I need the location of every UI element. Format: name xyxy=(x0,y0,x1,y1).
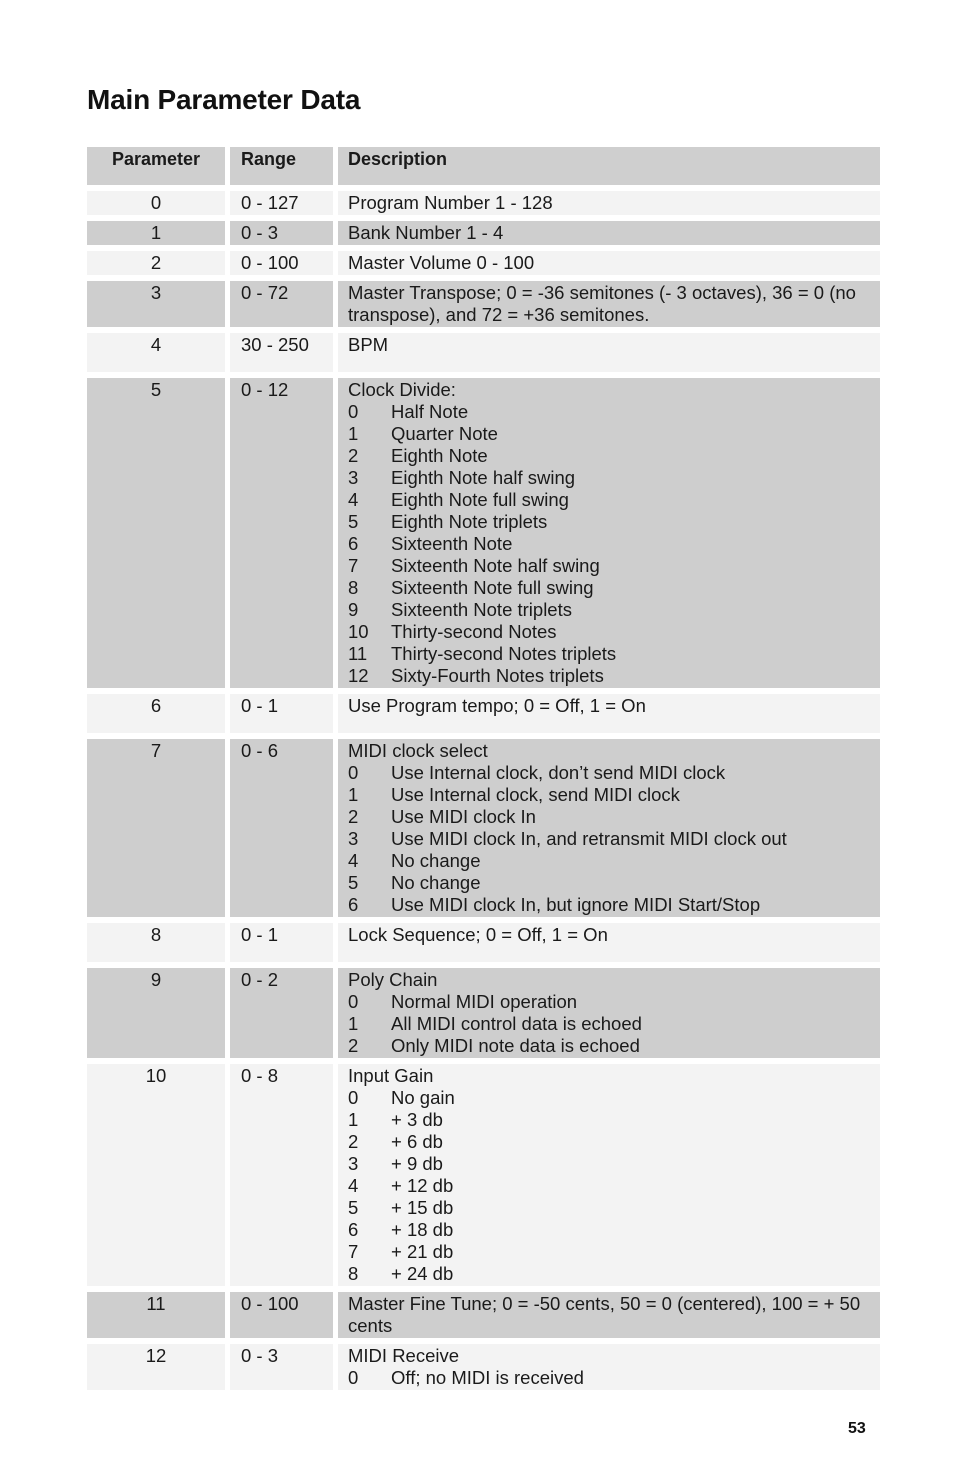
parameter-table xyxy=(87,141,880,1396)
option-value: 1 xyxy=(348,1109,359,1130)
description-cell xyxy=(338,281,880,327)
description-text: Master Transpose; 0 = -36 semitones (- 3 octaves), 36 = 0 (no transpose), and 72 = +36 semitones. xyxy=(348,282,856,325)
option-label: Thirty-second Notes xyxy=(391,621,557,642)
option-value: 3 xyxy=(348,828,359,849)
description-text: MIDI clock select xyxy=(348,740,488,761)
option-value: 12 xyxy=(348,665,369,686)
option-value: 0 xyxy=(348,991,359,1012)
table-row xyxy=(87,1064,880,1286)
range-cell: 0 - 100 xyxy=(230,251,333,275)
description-text: Bank Number 1 - 4 xyxy=(348,222,504,243)
option-value: 4 xyxy=(348,1175,359,1196)
range-cell: 0 - 3 xyxy=(230,1344,333,1390)
table-row xyxy=(87,694,880,733)
option-label: + 6 db xyxy=(391,1131,443,1152)
option-label: + 12 db xyxy=(391,1175,454,1196)
page-number: 53 xyxy=(848,1420,866,1437)
option-label: Normal MIDI operation xyxy=(391,991,578,1012)
option-label: Eighth Note triplets xyxy=(391,511,548,532)
option-label: Eighth Note half swing xyxy=(391,467,576,488)
header-parameter: Parameter xyxy=(87,147,225,185)
option-line xyxy=(348,1219,870,1241)
option-line xyxy=(348,1035,870,1057)
option-label: + 15 db xyxy=(391,1197,454,1218)
option-line xyxy=(348,1131,870,1153)
option-line xyxy=(348,1367,870,1389)
option-value: 10 xyxy=(348,621,369,642)
option-label: + 9 db xyxy=(391,1153,443,1174)
option-label: Half Note xyxy=(391,401,469,422)
table-row xyxy=(87,923,880,962)
option-label: Sixteenth Note triplets xyxy=(391,599,572,620)
page-title: Main Parameter Data xyxy=(87,84,361,115)
option-value: 0 xyxy=(348,1367,359,1388)
range-cell: 0 - 127 xyxy=(230,191,333,215)
option-line xyxy=(348,467,870,489)
table-row xyxy=(87,1344,880,1390)
range-cell: 0 - 1 xyxy=(230,694,333,733)
table-body xyxy=(87,191,880,1390)
description-cell xyxy=(338,221,880,245)
parameter-cell: 0 xyxy=(87,191,225,215)
description-cell xyxy=(338,378,880,688)
option-label: No gain xyxy=(391,1087,455,1108)
option-line xyxy=(348,1263,870,1285)
description-cell xyxy=(338,1344,880,1390)
option-line xyxy=(348,894,870,916)
option-line xyxy=(348,1153,870,1175)
option-value: 9 xyxy=(348,599,359,620)
table-row xyxy=(87,333,880,372)
description-cell xyxy=(338,923,880,962)
option-value: 2 xyxy=(348,806,359,827)
parameter-cell: 11 xyxy=(87,1292,225,1338)
option-line xyxy=(348,533,870,555)
parameter-cell: 7 xyxy=(87,739,225,917)
option-line xyxy=(348,665,870,687)
option-value: 6 xyxy=(348,533,359,554)
parameter-cell: 2 xyxy=(87,251,225,275)
description-text: Lock Sequence; 0 = Off, 1 = On xyxy=(348,924,608,945)
option-value: 5 xyxy=(348,872,359,893)
range-cell: 30 - 250 xyxy=(230,333,333,372)
option-value: 4 xyxy=(348,489,359,510)
option-line xyxy=(348,1241,870,1263)
option-value: 1 xyxy=(348,1013,359,1034)
option-line xyxy=(348,1175,870,1197)
option-line xyxy=(348,828,870,850)
option-line xyxy=(348,1087,870,1109)
range-cell: 0 - 100 xyxy=(230,1292,333,1338)
option-label: Use MIDI clock In, and retransmit MIDI clock out xyxy=(391,828,787,849)
table-row xyxy=(87,1292,880,1338)
option-line xyxy=(348,445,870,467)
option-label: All MIDI control data is echoed xyxy=(391,1013,642,1034)
option-label: + 18 db xyxy=(391,1219,454,1240)
description-cell xyxy=(338,1292,880,1338)
option-value: 0 xyxy=(348,1087,359,1108)
range-cell: 0 - 12 xyxy=(230,378,333,688)
option-value: 4 xyxy=(348,850,359,871)
description-cell xyxy=(338,251,880,275)
parameter-cell: 3 xyxy=(87,281,225,327)
option-line xyxy=(348,577,870,599)
range-cell: 0 - 2 xyxy=(230,968,333,1058)
option-label: Sixty-Fourth Notes triplets xyxy=(391,665,604,686)
option-value: 6 xyxy=(348,894,359,915)
table-header-row xyxy=(87,147,880,185)
description-text: Program Number 1 - 128 xyxy=(348,192,553,213)
parameter-cell: 1 xyxy=(87,221,225,245)
description-cell xyxy=(338,694,880,733)
range-cell: 0 - 6 xyxy=(230,739,333,917)
parameter-cell: 10 xyxy=(87,1064,225,1286)
option-value: 5 xyxy=(348,1197,359,1218)
option-value: 2 xyxy=(348,1035,359,1056)
description-text: Use Program tempo; 0 = Off, 1 = On xyxy=(348,695,646,716)
option-value: 1 xyxy=(348,784,359,805)
parameter-cell: 5 xyxy=(87,378,225,688)
table-row xyxy=(87,378,880,688)
description-cell xyxy=(338,191,880,215)
option-line xyxy=(348,599,870,621)
option-value: 1 xyxy=(348,423,359,444)
option-label: Sixteenth Note half swing xyxy=(391,555,600,576)
parameter-cell: 9 xyxy=(87,968,225,1058)
table-row xyxy=(87,221,880,245)
option-label: Eighth Note full swing xyxy=(391,489,569,510)
header-range: Range xyxy=(230,147,333,185)
parameter-cell: 4 xyxy=(87,333,225,372)
option-line xyxy=(348,991,870,1013)
option-value: 2 xyxy=(348,445,359,466)
header-description: Description xyxy=(338,147,880,185)
table-row xyxy=(87,281,880,327)
option-line xyxy=(348,872,870,894)
table-row xyxy=(87,739,880,917)
option-value: 7 xyxy=(348,555,359,576)
option-label: + 3 db xyxy=(391,1109,443,1130)
option-label: No change xyxy=(391,850,481,871)
parameter-cell: 6 xyxy=(87,694,225,733)
option-line xyxy=(348,1197,870,1219)
description-cell xyxy=(338,333,880,372)
option-value: 11 xyxy=(348,643,368,664)
option-label: Quarter Note xyxy=(391,423,498,444)
description-text: Master Volume 0 - 100 xyxy=(348,252,535,273)
table-row xyxy=(87,251,880,275)
description-cell xyxy=(338,968,880,1058)
option-label: Eighth Note xyxy=(391,445,488,466)
option-value: 5 xyxy=(348,511,359,532)
option-label: + 24 db xyxy=(391,1263,454,1284)
option-label: Use MIDI clock In, but ignore MIDI Start/Stop xyxy=(391,894,761,915)
option-line xyxy=(348,784,870,806)
range-cell: 0 - 8 xyxy=(230,1064,333,1286)
option-label: No change xyxy=(391,872,481,893)
option-value: 0 xyxy=(348,401,359,422)
description-text: MIDI Receive xyxy=(348,1345,460,1366)
option-line xyxy=(348,555,870,577)
description-text: Input Gain xyxy=(348,1065,434,1086)
option-value: 8 xyxy=(348,1263,359,1284)
description-cell xyxy=(338,1064,880,1286)
range-cell: 0 - 1 xyxy=(230,923,333,962)
option-value: 0 xyxy=(348,762,359,783)
option-line xyxy=(348,643,870,665)
option-label: Use MIDI clock In xyxy=(391,806,536,827)
description-text: Poly Chain xyxy=(348,969,438,990)
option-line xyxy=(348,1109,870,1131)
option-label: Sixteenth Note xyxy=(391,533,513,554)
description-text: Clock Divide: xyxy=(348,379,456,400)
description-text: Master Fine Tune; 0 = -50 cents, 50 = 0 (centered), 100 = + 50 cents xyxy=(348,1293,861,1336)
option-value: 3 xyxy=(348,467,359,488)
option-value: 8 xyxy=(348,577,359,598)
option-label: Off; no MIDI is received xyxy=(391,1367,584,1388)
option-label: Only MIDI note data is echoed xyxy=(391,1035,640,1056)
table-row xyxy=(87,191,880,215)
option-line xyxy=(348,423,870,445)
option-line xyxy=(348,806,870,828)
option-line xyxy=(348,762,870,784)
option-label: Use Internal clock, don’t send MIDI clock xyxy=(391,762,726,783)
option-line xyxy=(348,850,870,872)
option-line xyxy=(348,621,870,643)
option-label: Thirty-second Notes triplets xyxy=(391,643,617,664)
parameter-cell: 12 xyxy=(87,1344,225,1390)
option-value: 7 xyxy=(348,1241,359,1262)
option-label: Use Internal clock, send MIDI clock xyxy=(391,784,680,805)
range-cell: 0 - 72 xyxy=(230,281,333,327)
option-line xyxy=(348,489,870,511)
option-label: + 21 db xyxy=(391,1241,454,1262)
option-line xyxy=(348,401,870,423)
range-cell: 0 - 3 xyxy=(230,221,333,245)
option-label: Sixteenth Note full swing xyxy=(391,577,594,598)
option-value: 2 xyxy=(348,1131,359,1152)
table-row xyxy=(87,968,880,1058)
description-text: BPM xyxy=(348,334,389,355)
option-line xyxy=(348,1013,870,1035)
description-cell xyxy=(338,739,880,917)
option-value: 3 xyxy=(348,1153,359,1174)
option-line xyxy=(348,511,870,533)
option-value: 6 xyxy=(348,1219,359,1240)
parameter-cell: 8 xyxy=(87,923,225,962)
